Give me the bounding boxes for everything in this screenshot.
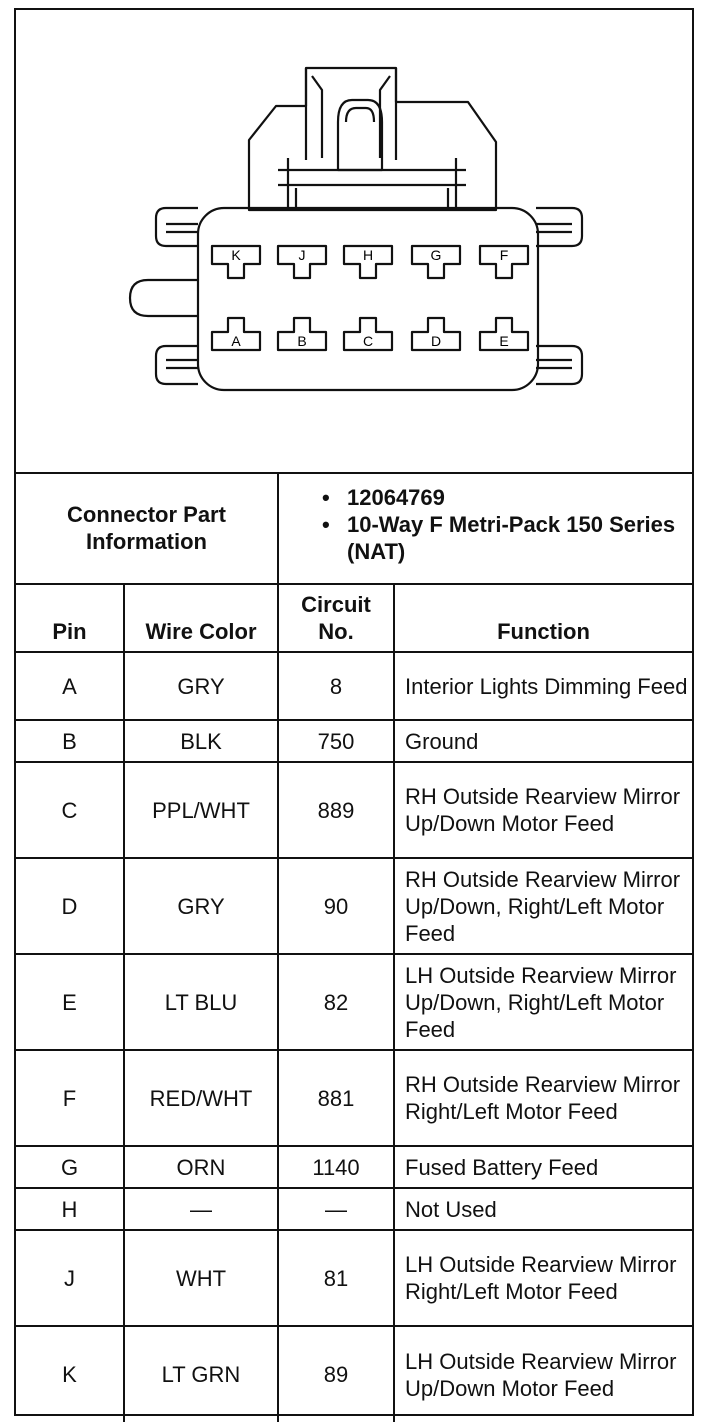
cavity-f xyxy=(480,246,528,278)
info-label-text: Connector Part Information xyxy=(67,501,226,554)
wire-color-cell: GRY xyxy=(124,858,278,954)
wire-color-cell: RED/WHT xyxy=(124,1050,278,1146)
table-row xyxy=(16,1146,692,1188)
cavity-label: F xyxy=(499,247,509,263)
circuit-cell: 750 xyxy=(278,720,394,762)
pin-rows xyxy=(16,652,692,1422)
cavity-k xyxy=(212,246,260,278)
cavity-label: D xyxy=(430,333,442,349)
connector-face-drawing xyxy=(16,10,692,470)
wire-color-cell: BLK xyxy=(124,720,278,762)
function-cell: Ground xyxy=(394,720,692,762)
part-number: • 12064769 xyxy=(317,484,684,511)
cavity-e xyxy=(480,318,528,350)
wire-color-cell: WHT xyxy=(124,1230,278,1326)
latch-housing xyxy=(249,68,496,210)
wire-color-cell: GRY xyxy=(124,652,278,720)
cavity-label: E xyxy=(499,333,509,349)
circuit-cell: 1140 xyxy=(278,1146,394,1188)
cavity-group xyxy=(212,246,528,350)
table-row xyxy=(16,720,692,762)
wire-color-cell: — xyxy=(124,1188,278,1230)
pin-cell: A xyxy=(16,652,124,720)
pinout-table xyxy=(16,472,692,1422)
pin-cell: E xyxy=(16,954,124,1050)
left-rail-bottom xyxy=(156,346,198,384)
cavity-a xyxy=(212,318,260,350)
pin-cell: H xyxy=(16,1188,124,1230)
cavity-label: K xyxy=(231,247,241,263)
circuit-cell: 82 xyxy=(278,954,394,1050)
right-rail-bottom xyxy=(536,346,582,384)
header-function: Function xyxy=(394,584,692,652)
pin-cell: G xyxy=(16,1146,124,1188)
function-cell: RH Outside Rearview Mirror Right/Left Motor Feed xyxy=(394,1050,692,1146)
circuit-cell: 89 xyxy=(278,1326,394,1422)
cavity-label: B xyxy=(297,333,307,349)
right-rail-top xyxy=(536,208,582,246)
left-rail-top xyxy=(156,208,198,246)
pin-cell: B xyxy=(16,720,124,762)
wire-color-cell: LT BLU xyxy=(124,954,278,1050)
cavity-label: H xyxy=(362,247,374,263)
table-row xyxy=(16,954,692,1050)
function-cell: LH Outside Rearview Mirror Up/Down Motor Feed xyxy=(394,1326,692,1422)
circuit-cell: 889 xyxy=(278,762,394,858)
pin-cell: F xyxy=(16,1050,124,1146)
function-cell: Fused Battery Feed xyxy=(394,1146,692,1188)
cavity-b xyxy=(278,318,326,350)
connector-info-row xyxy=(16,472,692,584)
cavity-h xyxy=(344,246,392,278)
wire-color-cell: PPL/WHT xyxy=(124,762,278,858)
pin-cell: J xyxy=(16,1230,124,1326)
left-bump xyxy=(130,280,198,316)
connector-info-items xyxy=(278,472,692,584)
table-row xyxy=(16,1326,692,1422)
cavity-j xyxy=(278,246,326,278)
wire-color-cell: LT GRN xyxy=(124,1326,278,1422)
function-cell: Not Used xyxy=(394,1188,692,1230)
circuit-cell: 81 xyxy=(278,1230,394,1326)
pin-cell: C xyxy=(16,762,124,858)
table-row xyxy=(16,858,692,954)
cavity-g xyxy=(412,246,460,278)
function-cell: RH Outside Rearview Mirror Up/Down Motor Feed xyxy=(394,762,692,858)
circuit-cell: 8 xyxy=(278,652,394,720)
cavity-label: G xyxy=(430,247,442,263)
cavity-c xyxy=(344,318,392,350)
connector-info-label xyxy=(16,472,278,584)
part-description: • 10-Way F Metri-Pack 150 Series (NAT) xyxy=(317,511,684,565)
table-row xyxy=(16,1050,692,1146)
table-row xyxy=(16,652,692,720)
cavity-label: C xyxy=(362,333,374,349)
cavity-label: A xyxy=(231,333,241,349)
latch-lever xyxy=(338,100,382,170)
circuit-cell: 90 xyxy=(278,858,394,954)
table-row xyxy=(16,762,692,858)
function-cell: LH Outside Rearview Mirror Up/Down, Right/Left Motor Feed xyxy=(394,954,692,1050)
cavity-label: J xyxy=(298,247,306,263)
function-cell: RH Outside Rearview Mirror Up/Down, Right/Left Motor Feed xyxy=(394,858,692,954)
circuit-cell: — xyxy=(278,1188,394,1230)
table-row xyxy=(16,1230,692,1326)
table-row xyxy=(16,1188,692,1230)
header-row xyxy=(16,584,692,652)
connector-body xyxy=(198,208,538,390)
wire-color-cell: ORN xyxy=(124,1146,278,1188)
connector-diagram xyxy=(16,10,692,474)
pin-cell: D xyxy=(16,858,124,954)
function-cell: Interior Lights Dimming Feed xyxy=(394,652,692,720)
circuit-cell: 881 xyxy=(278,1050,394,1146)
header-circuit: Circuit No. xyxy=(278,584,394,652)
header-wire-color: Wire Color xyxy=(124,584,278,652)
cavity-d xyxy=(412,318,460,350)
connector-sheet xyxy=(14,8,694,1416)
function-cell: LH Outside Rearview Mirror Right/Left Motor Feed xyxy=(394,1230,692,1326)
pin-cell: K xyxy=(16,1326,124,1422)
header-pin: Pin xyxy=(16,584,124,652)
